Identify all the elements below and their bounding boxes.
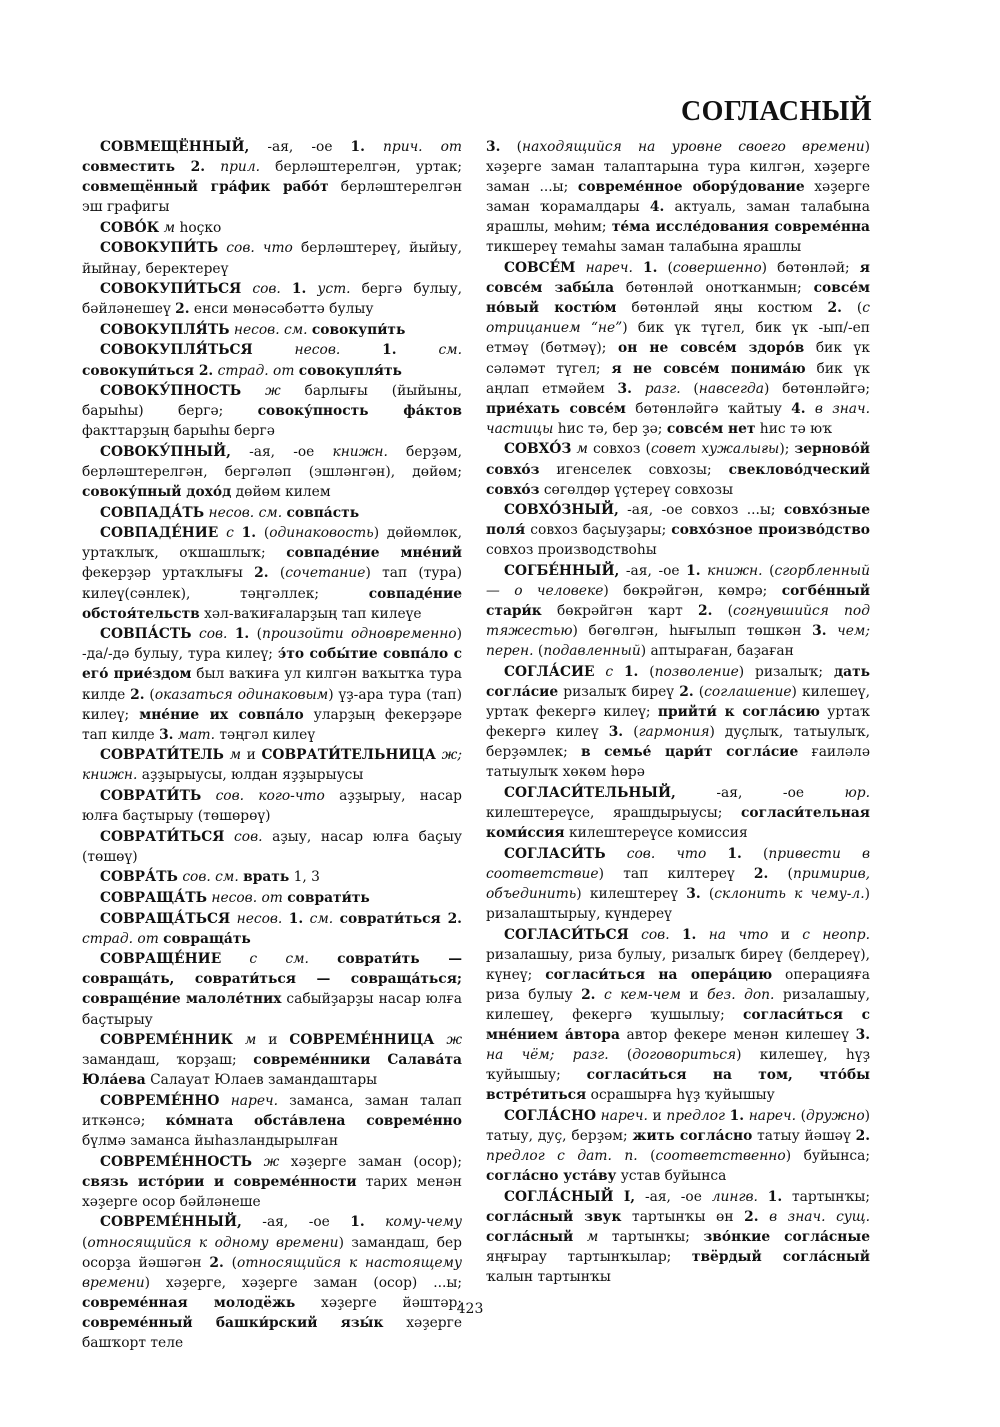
dictionary-entry: СОВРАЩА́ТЬСЯ несов. 1. см. соврати́ться 2. страд. от совраща́ть bbox=[82, 910, 462, 947]
dictionary-entry: СОВХО́З м совхоз (совет хужалығы); зерново́й совхо́з игенселек совхозы; свеклово́дческий совхо́з сөгөлдөр үҫтереү совхозы bbox=[486, 441, 871, 498]
dictionary-entry: СОВОКУ́ПНОСТЬ ж барлығы (йыйыны, барыһы) бергә; совоку́пность фа́ктов факттарҙың барыһы бергә bbox=[82, 383, 463, 440]
dictionary-entry: СОВРАТИ́ТЬСЯ сов. аҙыу, насар юлға баҫыу (төшөү) bbox=[82, 828, 462, 865]
dictionary-entry: СОВРЕМЕ́ННО нареч. заманса, заман талап иткәнсә; ко́мната обста́влена совреме́нно бүлмә заманса йыһазландырылған bbox=[82, 1092, 462, 1150]
dictionary-entry: СОВРЕМЕ́ННЫЙ, -ая, -ое 1. кому-чему (относящийся к одному времени) замандаш, бер осорҙа йәшәгән 2. (относящийся к настоящему времени) хәҙерге, хәҙерге заман (осор) ...ы; совреме́нная молодёжь хәҙерге йәштәр; совреме́нный башки́рский язы́к хәҙерге башҡорт теле bbox=[82, 1214, 463, 1352]
dictionary-entry: СОВОКУПИ́ТЬСЯ сов. 1. уст. бергә булыу, бәйләнешеү 2. енси мөнәсәбәттә булыу bbox=[82, 281, 463, 318]
dictionary-entry: СОВОКУПЛЯ́ТЬСЯ несов. 1. см. совокупи́ться 2. страд. от совокупля́ть bbox=[82, 342, 463, 379]
dictionary-entry: СОВРА́ТЬ сов. см. врать 1, 3 bbox=[100, 869, 320, 886]
dictionary-entry: СОВМЕЩЁННЫЙ, -ая, -ое 1. прич. от совместить 2. прил. берләштерелгән, уртак; совмещённый гра́фик рабо́т берләштерелгән эш графигы bbox=[82, 139, 463, 216]
dictionary-entry: СОВОКУ́ПНЫЙ, -ая, -ое книжн. берҙәм, берләштерелгән, бергәләп (эшләнгән), дөйөм; совоку́пный дохо́д дөйөм килем bbox=[82, 443, 462, 501]
dictionary-entry: СОГЛАСИ́ТЬСЯ сов. 1. на что и с неопр. ризалашыу, риза булыу, ризалыҡ биреү (белдереү), күнеү; согласи́ться на опера́цию операцияға риза булыу 2. с кем-чем и без. доп. ризалашыу, килешеү, фекергә ҡушылыу; согласи́ться с мне́нием а́втора автор фекере менән килешеү 3. на чём; разг. (договориться) килешеү, һүҙ ҡуйышыу; согласи́ться на том, что́бы встре́титься осрашырға һүҙ ҡуйышыу bbox=[486, 926, 871, 1104]
dictionary-entry: СОГЛАСИ́ТЕЛЬНЫЙ, -ая, -ое юр. килештереүсе, ярашдырыусы; согласи́тельная коми́ссия килештереүсе комиссия bbox=[486, 785, 870, 842]
dictionary-entry: СОВОКУПИ́ТЬ сов. что берләштереү, йыйыу, йыйнау, беректереү bbox=[82, 240, 463, 277]
dictionary-entry: СОГЛА́СНЫЙ I, -ая, -ое лингв. 1. тартынҡы; согла́сный звук тартынҡы өн 2. в знач. сущ. согла́сный м тартынҡы; зво́нкие согла́сные яңғырау тартынҡылар; твёрдый согла́сный ҡалын тартынҡы bbox=[486, 1188, 870, 1286]
dictionary-entry: СОГЛА́СИЕ с 1. (позволение) ризалыҡ; дать согла́сие ризалыҡ биреү 2. (соглашение) килешеү, уртаҡ фекергә килеү; прийти́ к согла́сию уртаҡ фекергә килеү 3. (гармония) дуҫлыҡ, татыулыҡ, берҙәмлек; в семье́ цари́т согла́сие ғаиләлә татыулыҡ хөкөм һөрә bbox=[486, 663, 870, 781]
dictionary-entry: СОВРАЩЕ́НИЕ с см. соврати́ть — совраща́ть, соврати́ться — совраща́ться; совраще́ние малоле́тних сабыйҙарҙы насар юлға баҫтырыу bbox=[82, 951, 462, 1028]
dictionary-entry: СОВРАЩА́ТЬ несов. от соврати́ть bbox=[100, 889, 370, 906]
dictionary-entry: СОВРЕМЕ́ННОСТЬ ж хәҙерге заман (осор); связь исто́рии и совреме́нности тарих менән хәҙерге осор бәйләнеше bbox=[82, 1153, 463, 1210]
dictionary-entry: СОВО́К м һоҫко bbox=[100, 219, 222, 236]
dictionary-entry: СОВПАДЕ́НИЕ с 1. (одинаковость) дөйөмлөк, уртаҡлыҡ, оҡшашлыҡ; совпаде́ние мне́ний фекерҙәр уртаҡлығы 2. (сочетание) тап (тура) килеү(сәнлек), тәңгәллек; совпаде́ние обстоя́тельств хәл-ваҡиғаларҙың тап килеүе bbox=[82, 525, 462, 622]
dictionary-entry: СОГЛА́СНО нареч. и предлог 1. нареч. (дружно) татыу, дуҫ, берҙәм; жить согла́сно татыу йәшәү 2. предлог с дат. п. (соответственно) буйынса; согла́сно уста́ву устав буйынса bbox=[486, 1108, 871, 1185]
dictionary-entry: 3. (находящийся на уровне своего времени) хәҙерге заман талаптарына тура килгән, хәҙерге заман ...ы; совреме́нное обору́дование хәҙерге заман ҡорамалдары 4. актуаль, заман талабына ярашлы, мөһим; те́ма иссле́дования совреме́нна тикшереү темаһы заман талабына ярашлы bbox=[486, 139, 870, 256]
dictionary-entry: СОГЛАСИ́ТЬ сов. что 1. (привести в соответствие) тап килтереү 2. (примирив, объединить) килештереү 3. (склонить к чему-л.) ризалаштырыу, күндереү bbox=[486, 845, 870, 923]
dictionary-entry: СОВРАТИ́ТЕЛЬ м и СОВРАТИ́ТЕЛЬНИЦА ж; книжн. аҙҙырыусы, юлдан яҙҙырыусы bbox=[82, 747, 463, 784]
right-column bbox=[486, 137, 870, 1288]
dictionary-entry: СОВХО́ЗНЫЙ, -ая, -ое совхоз ...ы; совхо́зные поля́ совхоз баҫыуҙары; совхо́зное произво́дство совхоз производствоһы bbox=[486, 502, 870, 559]
dictionary-entry: СОВПАДА́ТЬ несов. см. совпа́сть bbox=[100, 504, 360, 521]
dictionary-entry: СОГБЕ́ННЫЙ, -ая, -ое 1. книжн. (сгорбленный — о человеке) бөкрәйгән, көмрә; согбе́нный стари́к бөкрәйгән ҡарт 2. (согнувшийся под тяжестью) бөгөлгән, һығылып төшкән 3. чем; перен. (подавленный) аптыраған, баҙаған bbox=[486, 562, 871, 660]
dictionary-entry: СОВОКУПЛЯ́ТЬ несов. см. совокупи́ть bbox=[100, 321, 406, 338]
dictionary-entry: СОВПА́СТЬ сов. 1. (произойти одновременно) -да/-дә булыу, тура килеү; э́то собы́тие совпа́ло с его́ прие́здом был ваҡиға ул килгән ваҡытҡа тура килде 2. (оказаться одинаковым) үҙ-ара тура (тап) килеү; мне́ние их совпа́ло уларҙың фекерҙәре тап килде 3. мат. тәңгәл килеү bbox=[82, 626, 463, 743]
dictionary-entry: СОВРЕМЕ́ННИК м и СОВРЕМЕ́ННИЦА ж замандаш, ҡорҙаш; совреме́нники Салава́та Юла́ева Салауат Юлаев замандаштары bbox=[82, 1032, 463, 1089]
running-header: СОГЛАСНЫЙ bbox=[680, 96, 872, 127]
page-number: 423 bbox=[456, 1301, 484, 1317]
dictionary-entry: СОВРАТИ́ТЬ сов. кого-что аҙҙырыу, насар юлға баҫтырыу (төшөрөү) bbox=[82, 788, 463, 825]
dictionary-entry: СОВСЕ́М нареч. 1. (совершенно) бөтөнләй; я совсе́м забы́ла бөтөнләй онотҡанмын; совсе́м но́вый костю́м бөтөнләй яңы костюм 2. (с отрицанием “не”) бик үк түгел, бик үк -ып/-еп етмәү (бөтмәү); он не совсе́м здоро́в бик үк сәләмәт түгел; я не совсе́м понима́ю бик үк аңлап етмәйем 3. разг. (навсегда) бөтөнләйгә; прие́хать совсе́м бөтөнләйгә ҡайтыу 4. в знач. частицы һис тә, бер ҙә; совсе́м нет һис тә юҡ bbox=[486, 260, 870, 437]
left-column bbox=[82, 137, 462, 1354]
